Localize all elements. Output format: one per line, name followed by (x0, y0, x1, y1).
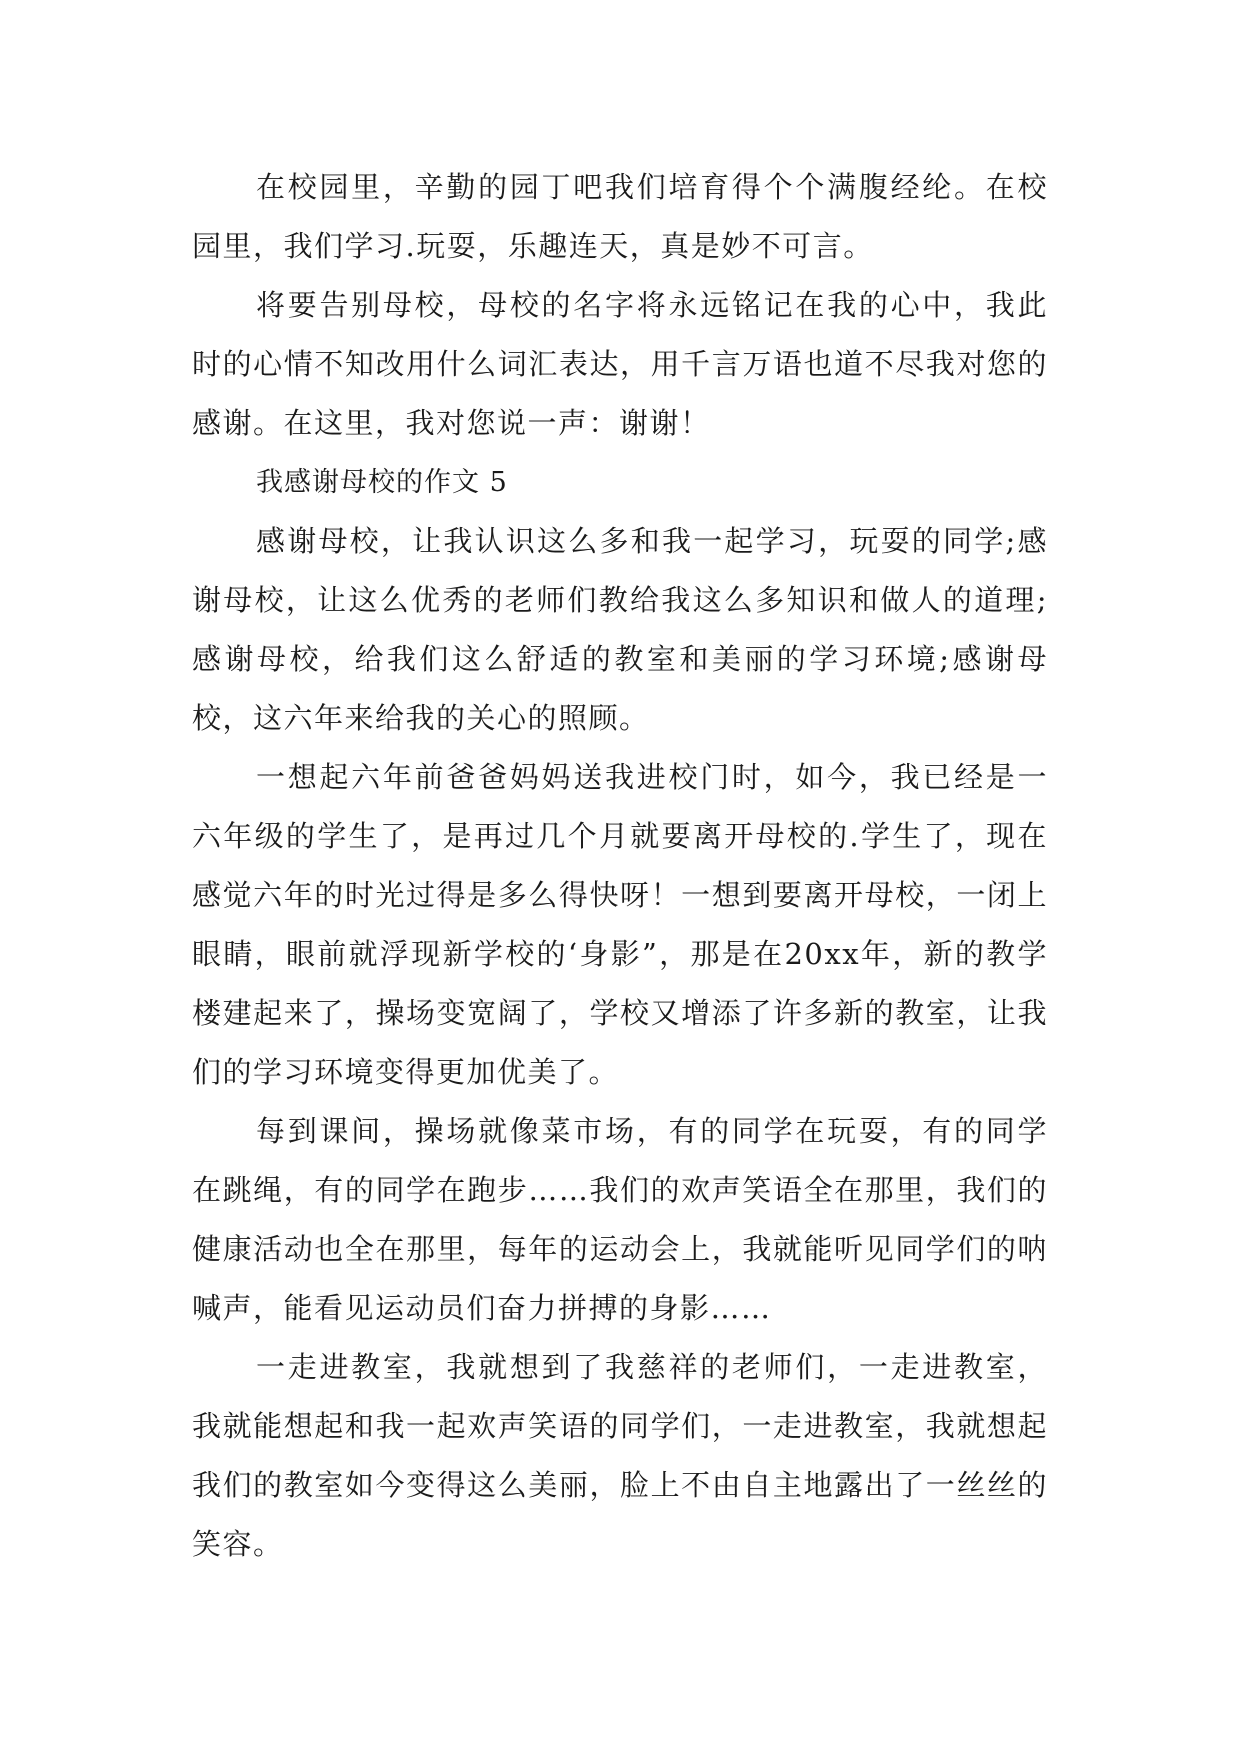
paragraph-farewell: 将要告别母校，母校的名字将永远铭记在我的心中，我此时的心情不知改用什么词汇表达，用千言万语也道不尽我对您的感谢。在这里，我对您说一声：谢谢！ (192, 288, 1048, 440)
paragraph-classroom: 一走进教室，我就想到了我慈祥的老师们，一走进教室，我就能想起和我一起欢声笑语的同学们，一走进教室，我就想起我们的教室如今变得这么美丽，脸上不由自主地露出了一丝丝的笑容。 (192, 1350, 1048, 1561)
paragraph-recess: 每到课间，操场就像菜市场，有的同学在玩耍，有的同学在跳绳，有的同学在跑步……我们的欢声笑语全在那里，我们的健康活动也全在那里，每年的运动会上，我就能听见同学们的呐喊声，能看见运动员们奋力拼搏的身影…… (192, 1114, 1048, 1325)
paragraph-memories: 一想起六年前爸爸妈妈送我进校门时，如今，我已经是一六年级的学生了，是再过几个月就要离开母校的.学生了，现在感觉六年的时光过得是多么得快呀！一想到要离开母校，一闭上眼睛，眼前就浮现新学校的‘身影”，那是在20xx年，新的教学楼建起来了，操场变宽阔了，学校又增添了许多新的教室，让我们的学习环境变得更加优美了。 (192, 760, 1048, 1089)
paragraph-campus: 在校园里，辛勤的园丁吧我们培育得个个满腹经纶。在校园里，我们学习.玩耍，乐趣连天，真是妙不可言。 (192, 170, 1048, 263)
section-title: 我感谢母校的作文 5 (256, 467, 508, 498)
document-body (192, 158, 1048, 1574)
paragraph-thanks: 感谢母校，让我认识这么多和我一起学习，玩耍的同学;感谢母校，让这么优秀的老师们教给我这么多知识和做人的道理;感谢母校，给我们这么舒适的教室和美丽的学习环境;感谢母校，这六年来给我的关心的照顾。 (192, 524, 1048, 735)
